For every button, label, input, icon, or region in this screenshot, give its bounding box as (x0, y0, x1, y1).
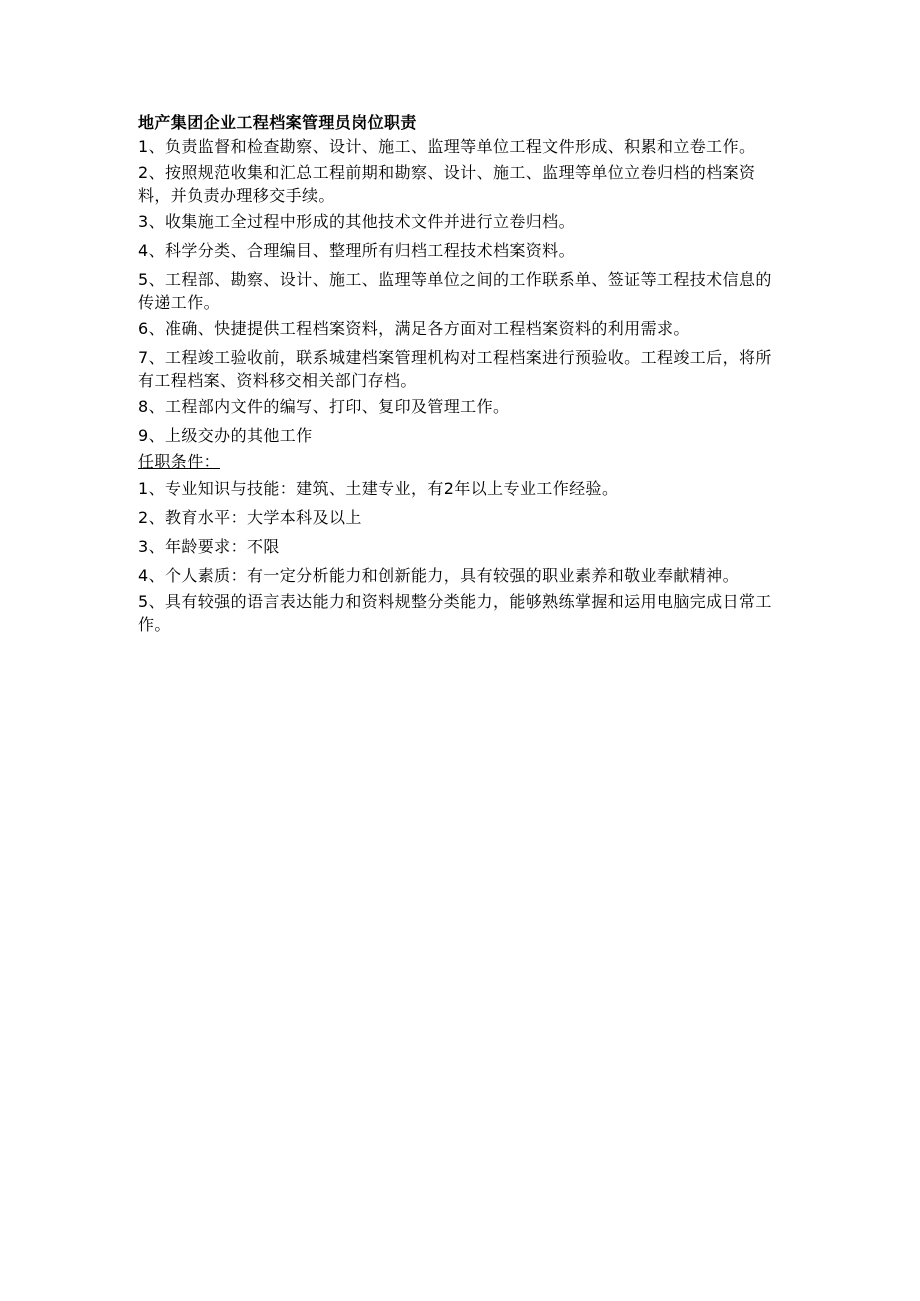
requirements-heading: 任职条件： (138, 452, 221, 471)
requirement-item-2: 2、教育水平：大学本科及以上 (138, 508, 362, 527)
duty-item-9: 9、上级交办的其他工作 (138, 426, 313, 445)
duty-item-3: 3、收集施工全过程中形成的其他技术文件并进行立卷归档。 (138, 212, 575, 231)
duty-item-4: 4、科学分类、合理编目、整理所有归档工程技术档案资料。 (138, 241, 575, 260)
requirement-item-5: 5、具有较强的语言表达能力和资料规整分类能力，能够熟练掌握和运用电脑完成日常工作。 (138, 592, 772, 634)
duty-item-6: 6、准确、快捷提供工程档案资料，满足各方面对工程档案资料的利用需求。 (138, 319, 690, 338)
requirement-item-1: 1、专业知识与技能：建筑、土建专业，有2年以上专业工作经验。 (138, 479, 619, 498)
duty-item-7: 7、工程竣工验收前，联系城建档案管理机构对工程档案进行预验收。工程竣工后，将所有工程档案、资料移交相关部门存档。 (138, 348, 772, 390)
requirement-item-4: 4、个人素质：有一定分析能力和创新能力，具有较强的职业素养和敬业奉献精神。 (138, 566, 739, 585)
requirement-item-3: 3、年龄要求：不限 (138, 537, 280, 556)
document-body (138, 111, 778, 639)
duty-item-5: 5、工程部、勘察、设计、施工、监理等单位之间的工作联系单、签证等工程技术信息的传递工作。 (138, 270, 772, 312)
document-title: 地产集团企业工程档案管理员岗位职责 (138, 113, 417, 132)
duty-item-8: 8、工程部内文件的编写、打印、复印及管理工作。 (138, 397, 510, 416)
duty-item-1: 1、负责监督和检查勘察、设计、施工、监理等单位工程文件形成、积累和立卷工作。 (138, 137, 756, 156)
duty-item-2: 2、按照规范收集和汇总工程前期和勘察、设计、施工、监理等单位立卷归档的档案资料，并负责办理移交手续。 (138, 163, 756, 205)
